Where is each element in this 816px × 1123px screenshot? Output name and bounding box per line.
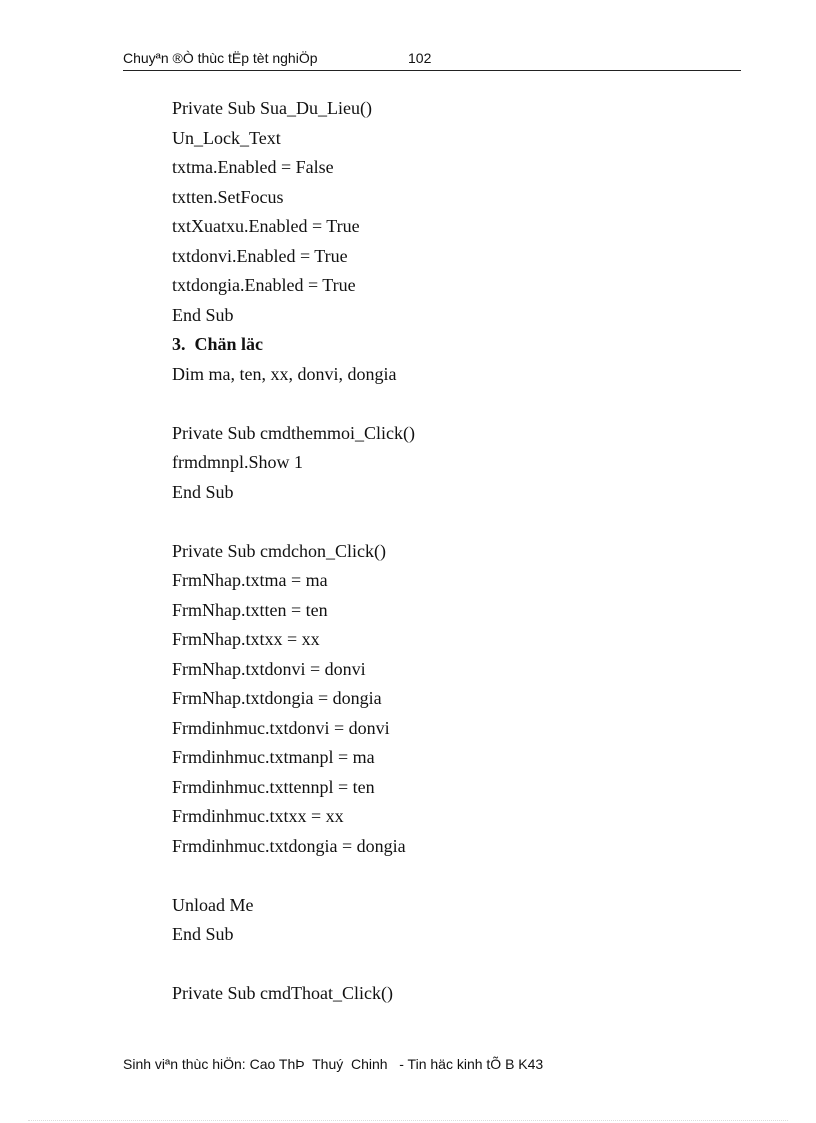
code-line: FrmNhap.txtdongia = dongia (172, 688, 382, 708)
code-line: End Sub (172, 304, 234, 325)
page-footer: Sinh viªn thùc hiÖn: Cao ThÞ Thuý Chinh - Tin häc kinh tÕ B K43 (123, 1056, 544, 1072)
code-line: End Sub (172, 924, 234, 944)
code-line: txtXuatxu.Enabled = True (172, 216, 360, 236)
code-line: Frmdinhmuc.txtmanpl = ma (172, 747, 375, 767)
code-line: Dim ma, ten, xx, donvi, dongia (172, 363, 397, 384)
header-title: Chuyªn ®Ò thùc tËp tèt nghiÖp (123, 50, 318, 66)
code-line (172, 861, 732, 891)
code-line (172, 507, 732, 537)
code-line: FrmNhap.txtma = ma (172, 570, 328, 590)
page-bottom-divider (28, 1120, 788, 1122)
code-line: End Sub (172, 481, 234, 502)
code-line: txtma.Enabled = False (172, 157, 334, 177)
code-line: txtdongia.Enabled = True (172, 275, 356, 295)
page-header (123, 48, 741, 71)
code-line: FrmNhap.txtdonvi = donvi (172, 658, 366, 679)
code-line: FrmNhap.txtxx = xx (172, 629, 320, 649)
page-number: 102 (408, 50, 432, 66)
code-line (172, 389, 732, 419)
code-line: txtten.SetFocus (172, 186, 284, 207)
code-line (172, 950, 732, 980)
section-heading: 3. Chän läc (172, 334, 264, 354)
code-line: frmdmnpl.Show 1 (172, 452, 304, 472)
code-line: Private Sub cmdchon_Click() (172, 540, 386, 561)
code-line: FrmNhap.txtten = ten (172, 599, 328, 620)
code-line: txtdonvi.Enabled = True (172, 245, 348, 266)
code-line: Frmdinhmuc.txttennpl = ten (172, 776, 375, 797)
code-line: Private Sub cmdthemmoi_Click() (172, 422, 415, 443)
code-line: Un_Lock_Text (172, 127, 281, 148)
code-line: Frmdinhmuc.txtdonvi = donvi (172, 717, 390, 738)
code-line: Frmdinhmuc.txtxx = xx (172, 806, 344, 826)
code-line: Private Sub cmdThoat_Click() (172, 983, 393, 1003)
code-listing (172, 94, 732, 1009)
code-line: Unload Me (172, 894, 254, 915)
code-line: Frmdinhmuc.txtdongia = dongia (172, 835, 406, 856)
code-line: Private Sub Sua_Du_Lieu() (172, 98, 372, 118)
